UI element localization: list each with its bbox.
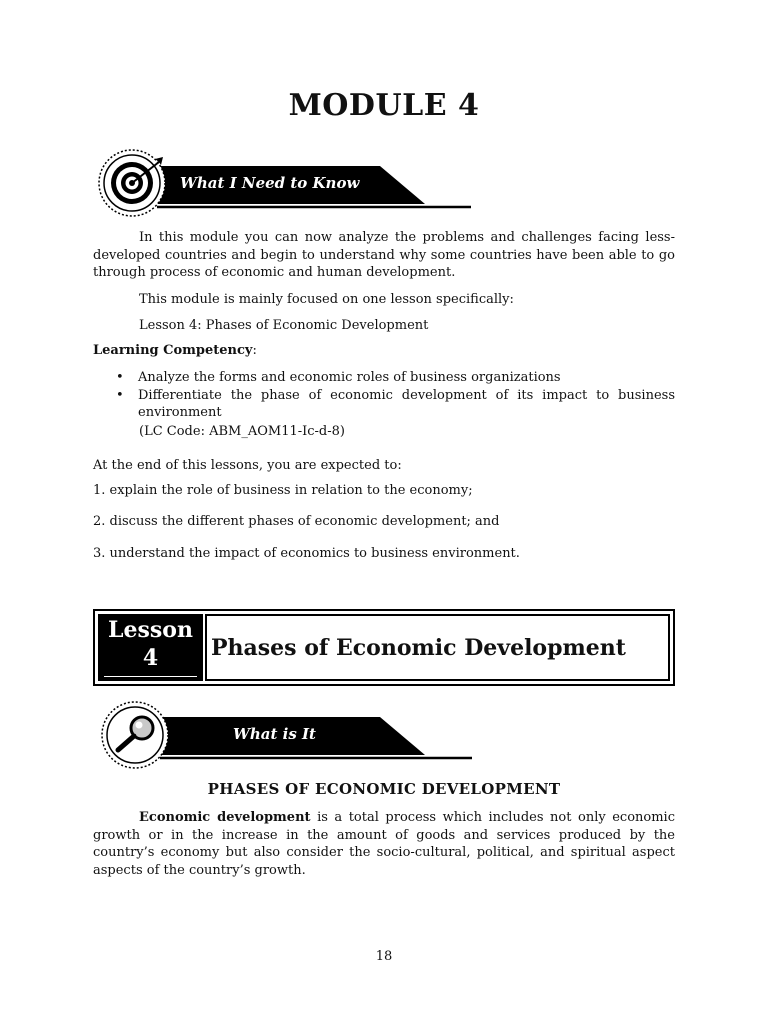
competency-list <box>93 369 675 422</box>
lesson-number-block <box>98 614 203 681</box>
learning-competency-label: Learning Competency <box>93 343 253 358</box>
lesson-banner <box>93 609 675 686</box>
what-i-need-to-know-banner <box>95 146 475 220</box>
lesson-line: Lesson 4: Phases of Economic Development <box>139 318 429 333</box>
objectives-intro: At the end of this lessons, you are expected to: <box>93 458 402 473</box>
magnifier-icon <box>100 700 170 770</box>
banner-label: What I Need to Know <box>180 174 360 192</box>
definition-text: is a total process which includes not only economic growth or in the increase in the amount of goods and services produced by the country’s economy but also consider the socio-cultural, political, and spiritual aspect aspects of the country’s growth. <box>93 810 675 878</box>
intro-paragraph <box>93 229 675 282</box>
objective-item: 3. understand the impact of economics to business environment. <box>93 546 520 561</box>
target-icon <box>97 148 167 218</box>
definition-term: Economic development <box>139 810 311 825</box>
learning-competency-heading <box>93 342 257 360</box>
what-is-it-banner <box>98 698 478 772</box>
lesson-rule <box>104 676 197 677</box>
lesson-word: Lesson <box>108 617 193 643</box>
lesson-number: 4 <box>142 645 159 671</box>
banner-label: What is It <box>233 725 316 743</box>
list-item-text: Differentiate the phase of economic development of its impact to business environment <box>138 387 675 420</box>
list-item <box>93 387 675 422</box>
list-item <box>93 369 675 387</box>
module-title: MODULE 4 <box>288 88 480 123</box>
page-number: 18 <box>375 949 393 964</box>
intro-paragraph-text: In this module you can now analyze the problems and challenges facing less-developed countries and begin to understand why some countries have been able to go through process of economic and human development. <box>93 230 675 280</box>
heading-colon: : <box>252 343 257 358</box>
objective-item: 1. explain the role of business in relation to the economy; <box>93 483 473 498</box>
definition-paragraph <box>93 809 675 879</box>
objective-item: 2. discuss the different phases of economic development; and <box>93 514 500 529</box>
list-item-text: Analyze the forms and economic roles of business organizations <box>138 370 561 385</box>
lesson-title: Phases of Economic Development <box>205 614 670 681</box>
focus-paragraph: This module is mainly focused on one lesson specifically: <box>139 292 514 307</box>
section-heading: PHASES OF ECONOMIC DEVELOPMENT <box>207 780 561 798</box>
lc-code: (LC Code: ABM_AOM11-Ic-d-8) <box>139 424 345 439</box>
